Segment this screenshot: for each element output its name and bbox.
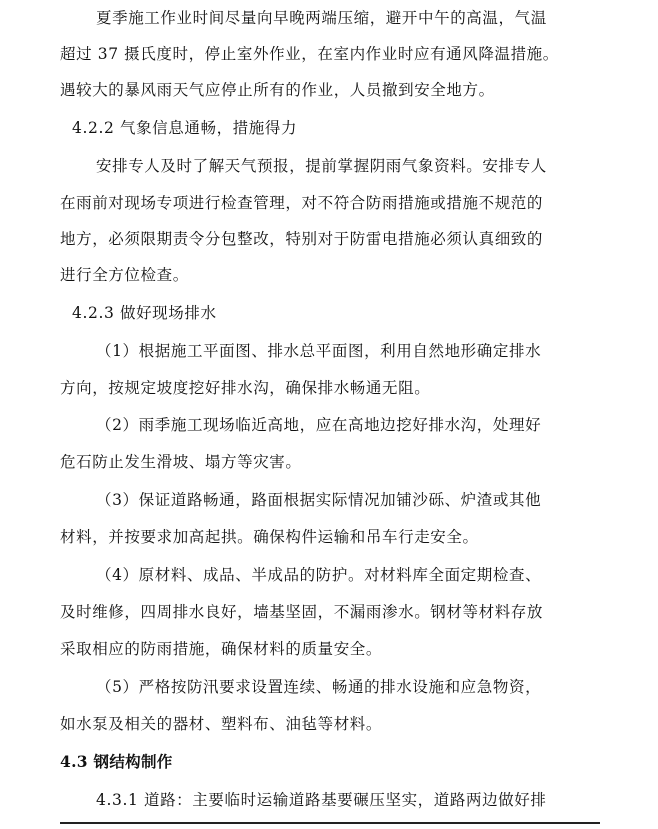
paragraph-line: （2）雨季施工现场临近高地，应在高地边挖好排水沟，处理好 xyxy=(96,416,542,434)
section-heading-4-3: 4.3 钢结构制作 xyxy=(60,752,173,771)
paragraph-line: （5）严格按防汛要求设置连续、畅通的排水设施和应急物资， xyxy=(96,678,542,696)
section-heading-4-2-3: 4.2.3 做好现场排水 xyxy=(72,304,217,322)
paragraph-line: 进行全方位检查。 xyxy=(60,266,189,284)
paragraph-line: 方向，按规定坡度挖好排水沟，确保排水畅通无阻。 xyxy=(60,379,431,397)
paragraph-line: （4）原材料、成品、半成品的防护。对材料库全面定期检查、 xyxy=(96,566,542,584)
paragraph-line: 材料，并按要求加高起拱。确保构件运输和吊车行走安全。 xyxy=(60,528,479,546)
section-heading-4-2-2: 4.2.2 气象信息通畅，措施得力 xyxy=(72,119,298,137)
paragraph-line: 如水泵及相关的器材、塑料布、油毡等材料。 xyxy=(60,715,383,733)
paragraph-line: 在雨前对现场专项进行检查管理，对不符合防雨措施或措施不规范的 xyxy=(60,194,544,212)
paragraph-line: 危石防止发生滑坡、塌方等灾害。 xyxy=(60,453,302,471)
paragraph-line: 及时维修，四周排水良好，墙基坚固，不漏雨渗水。钢材等材料存放 xyxy=(60,603,544,621)
page-bottom-rule xyxy=(60,822,600,824)
paragraph-line: 安排专人及时了解天气预报，提前掌握阴雨气象资料。安排专人 xyxy=(96,157,547,175)
paragraph-line: （1）根据施工平面图、排水总平面图，利用自然地形确定排水 xyxy=(96,342,542,360)
paragraph-line: 遇较大的暴风雨天气应停止所有的作业，人员撤到安全地方。 xyxy=(60,81,495,99)
paragraph-line: 地方，必须限期责令分包整改，特别对于防雷电措施必须认真细致的 xyxy=(60,230,544,248)
paragraph-line: 超过 37 摄氏度时，停止室外作业，在室内作业时应有通风降温措施。 xyxy=(60,45,559,63)
paragraph-line: 夏季施工作业时间尽量向早晚两端压缩，避开中午的高温，气温 xyxy=(96,9,547,27)
paragraph-line: 采取相应的防雨措施，确保材料的质量安全。 xyxy=(60,640,383,658)
paragraph-line: 4.3.1 道路：主要临时运输道路基要碾压坚实，道路两边做好排 xyxy=(96,791,547,809)
paragraph-line: （3）保证道路畅通，路面根据实际情况加铺沙砾、炉渣或其他 xyxy=(96,491,542,509)
